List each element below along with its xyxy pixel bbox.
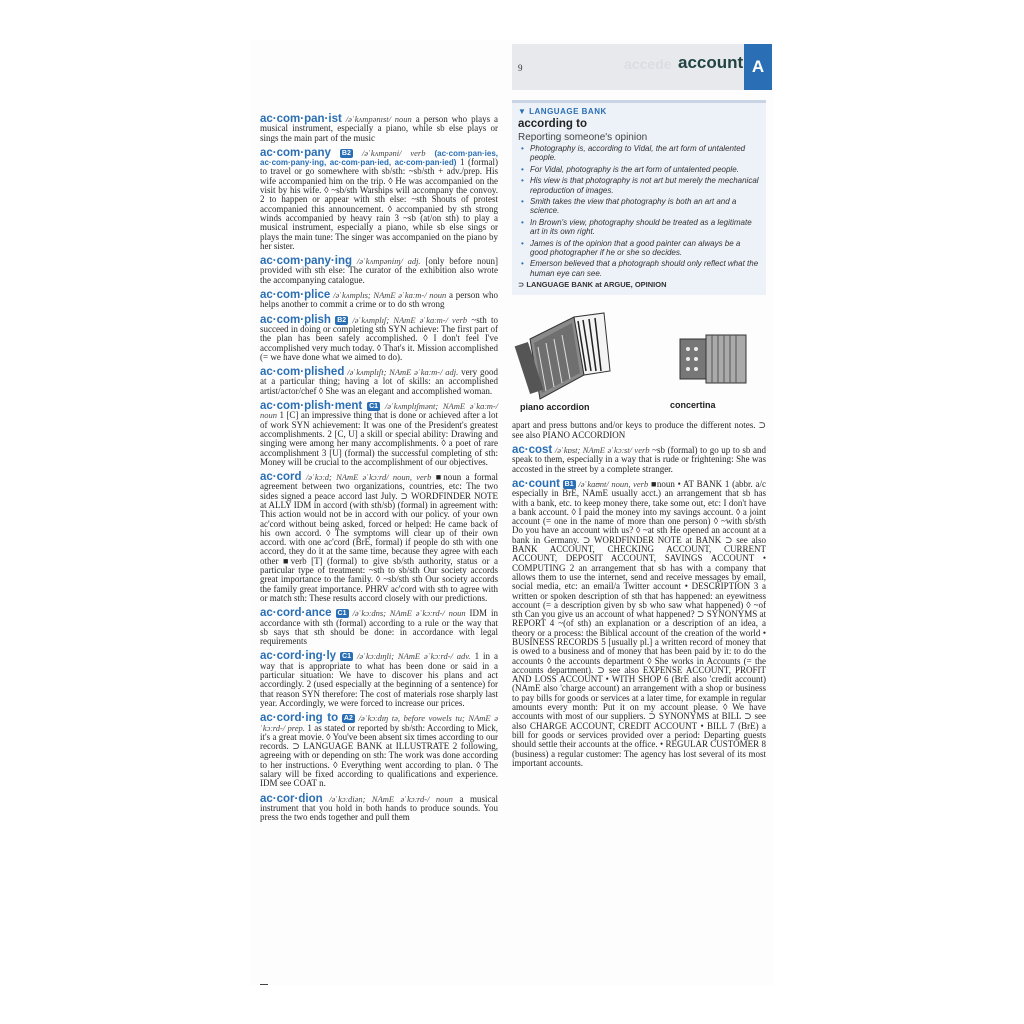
definition: 1 (formal) to travel or go somewhere with sb/sth: ~sb/sth + adv./prep. His wife accompanied him on the trip. ◊ He was accompanied on the visit by his wife. ◊ ~sb/sth Warships will accompany the convoy. 2 to happen or appear with sth else: ~sth Shouts of protest accompanied this announcement. ◊ accompanied by sth strong winds accompanied by heavy rain 3 ~sb (at/on sth) to play a musical instrument, especially a piano, while sb else sings or plays the main tune: The singer was accompanied on the piano by her sister. (260, 157, 499, 251)
pronunciation: /əˈkɔːdiən; NAmE əˈkɔːrd-/ noun (329, 793, 453, 804)
level-badge: C1 (369, 403, 379, 411)
headword: ac·com·plish·ment (260, 400, 363, 413)
list-item: • Emerson believed that a photograph should only reflect what the human eye can see. (530, 259, 760, 278)
pronunciation: /əˈkʌmpəni/ verb (361, 147, 426, 158)
entry (260, 368, 498, 396)
piano-accordion-image (515, 313, 610, 399)
pronunciation: /əˈkɔːdɪŋli; NAmE əˈkɔːrd-/ adv. (357, 651, 471, 662)
guide-word: account (678, 53, 744, 72)
definition: 1 as stated or reported by sb/sth: According to Mick, it's a great movie. ◊ You've been absent six times according to our records. ⊃ LANGUAGE BANK at ILLUSTRATE 2 following, agreeing with or depending on sth: The work was done according to her instructions. ◊ Everything went according to plan. ◊ The salary will be fixed according to qualifications and experience. IDM see COAT n. (260, 722, 499, 789)
level-badge: A2 (343, 715, 353, 723)
entry (260, 291, 498, 310)
accordion-illustration (512, 303, 766, 421)
concertina-image (680, 335, 746, 383)
definition: ~sth to succeed in doing or completing sth SYN achieve: The first part of the plan has been safely accomplished. ◊ I don't feel I've accomplished very much today. ◊ That's it. Mission accomplished (= we have done what we aimed to do). (260, 314, 499, 362)
pronunciation: /əˈkʌmplɪʃmənt; NAmE əˈkɑːm-/ noun (260, 401, 499, 421)
level-badge: B2 (341, 149, 351, 157)
entry (260, 146, 499, 251)
pronunciation: /əˈkʌmplɪs; NAmE əˈkɑːm-/ noun (333, 290, 447, 301)
entry (512, 421, 766, 440)
headword: ac·com·plished (260, 366, 345, 379)
headword: ac·count (512, 477, 560, 490)
entry (512, 477, 767, 768)
definition: a person who plays a musical instrument, especially a piano, while sb else plays or sings the main part of the music (260, 114, 499, 143)
definition: IDM in accordance with sth (formal) according to a rule or the way that sb says that sth should be done: in accordance with legal requirements (260, 608, 498, 647)
language-bank-heading: according to (518, 118, 588, 131)
definition: ■noun • AT BANK 1 (abbr. a/c especially in BrE, NAmE usually acct.) an arrangement that sb has with a bank, etc. to keep money there, take some out, etc: I don't have a bank account. ◊ I paid the money into my savings account. ◊ a joint account (= one in the name of more than one person) ◊ ~with sb/sth Do you have an account with us? ◊ ~at sth He opened an account at a bank in Germany. ⊃ WORDFINDER NOTE at BANK ⊃ see also BANK ACCOUNT, CHECKING ACCOUNT, CURRENT ACCOUNT, DEPOSIT ACCOUNT, SAVINGS ACCOUNT • COMPUTING 2 an arrangement that sb has with a company that allows them to use the internet, send and receive messages by email, social media, etc: an email/a Twitter account • DESCRIPTION 3 a written or spoken description of sth that has happened: an eyewitness account (= a description given by sb who saw what happened) ◊ ~of sth Can you give us an account of what happened? ⊃ SYNONYMS at REPORT 4 ~(of sth) an explanation or a description of an idea, a theory or a process: the Biblical account of the creation of the world • BUSINESS RECORDS 5 [usually pl.] a written record of money that is owed to a business and of money that has been paid by it: to do the accounts ◊ the accounts department ◊ She works in Accounts (= the accounts department). ⊃ see also EXPENSE ACCOUNT, PROFIT AND LOSS ACCOUNT • WITH SHOP 6 (BrE also 'credit account) (NAmE also 'charge account) an arrangement with a shop or business to pay bills for goods or services at a later time, for example in regular amounts every month: Put it on my account please. ◊ We have accounts with most of our suppliers. ⊃ SYNONYMS at BILL ⊃ see also CHARGE ACCOUNT, CREDIT ACCOUNT • BILL 7 (BrE) a bill for goods or services provided over a period: Departing guests should settle their accounts at the office. • REGULAR CUSTOMER 8 (business) a regular customer: The agency has lost several of its most important accounts. (512, 478, 767, 768)
entry (260, 402, 498, 467)
definition: ■noun a formal agreement between two organizations, countries, etc: The two sides signed a peace accord last July. ⊃ WORDFINDER NOTE at ALLY IDM in accord (with sth/sb) (formal) in agreement with: This action would not be in accord with our policy. of your own ac'cord without being asked, forced or helped: He came back of his own accord. ◊ The symptoms will clear up of their own accord. with one ac'cord (BrE, formal) if people do sth with one accord, they do it at the same time, because they agree with each other ■verb [T] (formal) to give sb/sth authority, status or a particular type of treatment: ~sth to sb/sth Our society accords great importance to the family. ◊ ~sb/sth sth Our society accords the family great importance. PHRV ac'cord with sth to agree with or match sth: These results accord closely with our predictions. (260, 472, 499, 603)
language-bank-subheading: Reporting someone's opinion (518, 131, 648, 143)
pronunciation: /əˈkɒst; NAmE əˈkɔːst/ verb (554, 445, 650, 456)
definition: 1 in a way that is appropriate to what has been done or said in a particular situation: We have to discover his plans and act accordingly. 2 (used especially at the beginning of a sentence) for that reason SYN therefore: The cost of materials rose sharply last year. Accordingly, we were forced to increase our prices. (260, 651, 499, 708)
caption-piano-accordion: piano accordion (520, 402, 590, 413)
headword: ac·cor·dion (260, 792, 323, 805)
entry (260, 115, 498, 143)
entry (260, 792, 498, 823)
definition: apart and press buttons and/or keys to produce the different notes. ⊃ see also PIANO ACCORDION (512, 420, 766, 440)
left-column (260, 115, 498, 828)
level-badge: B2 (337, 316, 347, 324)
definition: a musical instrument that you hold in both hands to produce sounds. You press the two ends together and pull them (260, 793, 498, 823)
headword: ac·cord·ing·ly (260, 650, 337, 663)
definition: a person who helps another to commit a crime or to do sth wrong (260, 290, 498, 310)
pronunciation: /əˈkʌmpənɪst/ noun (345, 114, 412, 124)
entry (260, 257, 498, 285)
headword: ac·cord (260, 471, 302, 484)
list-item: • His view is that photography is not art but merely the mechanical reproduction of images. (530, 176, 760, 195)
pronunciation: /əˈkaʊnt/ noun, verb (578, 478, 649, 489)
definition: 1 [C] an impressive thing that is done or achieved after a lot of work SYN achievement: It was one of the President's greatest accomplishments. 2 [C, U] a skill or special ability: Drawing and singing were among her many accomplishments. ◊ a poet of rare accomplishment 3 [U] (formal) the successful completing of sth: Money will be crucial to the accomplishment of our objectives. (260, 410, 498, 467)
language-bank-label: LANGUAGE BANK (529, 107, 607, 116)
definition: very good at a particular thing; having a lot of skills: an accomplished artist/actor/chef ◊ She was an elegant and accomplished woman. (260, 367, 498, 396)
headword: ac·cord·ance (260, 607, 332, 620)
entry (260, 609, 498, 646)
pronunciation: /əˈkʌmplɪʃ; NAmE əˈkɑːm-/ verb (352, 314, 468, 325)
language-bank-reference: ⊃ LANGUAGE BANK at ARGUE, OPINION (518, 280, 667, 290)
pronunciation: /əˈkɔːd; NAmE əˈkɔːrd/ noun, verb (305, 472, 432, 483)
list-item: • James is of the opinion that a good painter can always be a good photographer if he or she so decides. (530, 239, 760, 258)
ghost-guide-word: accede (624, 56, 672, 72)
pronunciation: /əˈkɔːdɪŋ tə, before vowels tu; NAmE əˈkɔːrd-/ prep. (260, 713, 499, 733)
headword: ac·cost (512, 444, 553, 457)
dictionary-page (250, 40, 774, 985)
entry (260, 652, 498, 708)
pronunciation: /əˈkʌmpəniɪŋ/ adj. (356, 256, 421, 267)
pronunciation: /əˈkʌmplɪʃt; NAmE əˈkɑːm-/ adj. (347, 367, 459, 378)
level-badge: C1 (342, 653, 351, 661)
language-bank-box (512, 100, 766, 295)
level-badge: B1 (564, 480, 574, 488)
language-bank-list (518, 144, 760, 278)
page-number: 9 (518, 63, 523, 73)
footer-mark (260, 984, 268, 985)
entry (260, 473, 498, 603)
entry (260, 313, 499, 362)
list-item: • In Brown's view, photography should be treated as a legitimate art in its own right. (530, 218, 760, 237)
definition: [only before noun] provided with sth else: The curator of the exhibition also wrote the accompanying catalogue. (260, 256, 499, 285)
inflections: (ac·com·pan·ies, ac·com·pany·ing, ac·com·pan·ied, ac·com·pan·ied) (260, 148, 499, 168)
letter-tab[interactable]: A (744, 44, 772, 90)
language-bank-title: ▼ LANGUAGE BANK (518, 107, 607, 116)
entry (512, 446, 766, 474)
pronunciation: /əˈkɔːdns; NAmE əˈkɔːrd-/ noun (352, 608, 466, 619)
definition: ~sb (formal) to go up to sb and speak to them, especially in a way that is rude or frightening: She was accosted in the street by a complete stranger. (512, 445, 767, 474)
headword: ac·cord·ing to (260, 712, 339, 725)
headword: ac·com·plice (260, 289, 331, 302)
right-column (512, 40, 766, 774)
caption-concertina: concertina (670, 400, 716, 411)
right-entries (512, 421, 766, 768)
headword: ac·com·pany·ing (260, 255, 353, 268)
list-item: • Smith takes the view that photography is both an art and a science. (530, 197, 760, 216)
headword: ac·com·plish (260, 313, 331, 326)
headword: ac·com·pan·ist (260, 113, 342, 125)
list-item: • Photography is, according to Vidal, the art form of untalented people. (530, 144, 760, 163)
page-header (512, 40, 766, 96)
list-item: • For Vidal, photography is the art form of untalented people. (530, 165, 760, 174)
headword: ac·com·pany (260, 146, 331, 159)
level-badge: C1 (337, 610, 347, 618)
entry (260, 714, 498, 788)
